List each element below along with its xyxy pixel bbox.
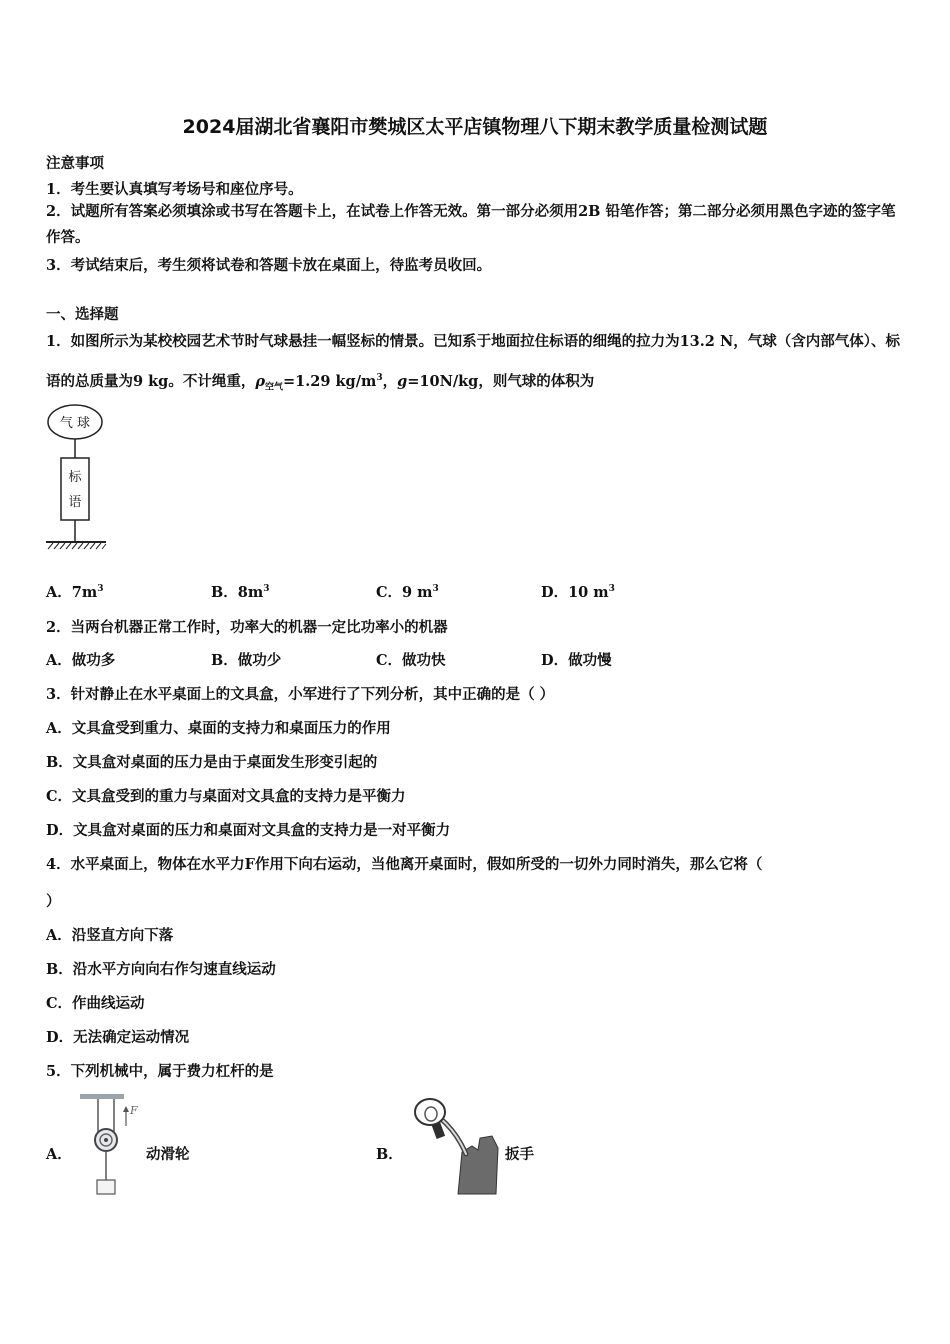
banner-label-1: 标 — [68, 470, 82, 485]
q5-option-b-letter[interactable]: B． — [376, 1146, 403, 1163]
weight-block — [97, 1180, 115, 1194]
question-3-text: 3．针对静止在水平桌面上的文具盒，小军进行了下列分析，其中正确的是（ ） — [46, 686, 555, 703]
page-title: 2024届湖北省襄阳市樊城区太平店镇物理八下期末教学质量检测试题 — [182, 116, 768, 138]
wrench-icon — [406, 1094, 502, 1198]
q3-option-a[interactable]: A．文具盒受到重力、桌面的支持力和桌面压力的作用 — [46, 720, 391, 737]
notice-item: 2．试题所有答案必须填涂或书写在答题卡上，在试卷上作答无效。第一部分必须用2B 铅笔作答；第二部分必须用黑色字迹的签字笔作答。 — [46, 203, 896, 246]
question-4-text: 4．水平桌面上，物体在水平力F作用下向右运动，当他离开桌面时，假如所受的一切外力同时消失，那么它将（ — [46, 856, 763, 873]
q4-option-b[interactable]: B．沿水平方向向右作匀速直线运动 — [46, 961, 276, 978]
q5-option-a-letter[interactable]: A． — [46, 1146, 72, 1163]
q1-option-b[interactable]: B．$8m^3$ — [211, 584, 270, 601]
question-5-text: 5．下列机械中，属于费力杠杆的是 — [46, 1063, 274, 1080]
question-4-text-end: ） — [46, 893, 61, 910]
ceiling-beam — [80, 1094, 124, 1099]
banner-label-2: 语 — [68, 495, 82, 510]
q4-option-a[interactable]: A．沿竖直方向下落 — [46, 927, 174, 944]
q4-option-d[interactable]: D．无法确定运动情况 — [46, 1029, 190, 1046]
q1-option-d[interactable]: D．10 $m^3$ — [541, 584, 615, 601]
question-2-text: 2．当两台机器正常工作时，功率大的机器一定比功率小的机器 — [46, 619, 448, 636]
q2-option-d[interactable]: D．做功慢 — [541, 652, 612, 669]
q2-option-b[interactable]: B．做功少 — [211, 652, 282, 669]
force-label: F — [130, 1104, 138, 1117]
section-heading: 一、选择题 — [46, 306, 119, 323]
balloon-label: 气 球 — [59, 416, 91, 431]
q2-option-a[interactable]: A．做功多 — [46, 652, 116, 669]
q2-option-c[interactable]: C．做功快 — [376, 652, 446, 669]
ground-hatching — [48, 543, 106, 549]
q1-option-c[interactable]: C．9 $m^3$ — [376, 584, 439, 601]
q5-option-b-name[interactable]: 扳手 — [505, 1146, 534, 1163]
balloon-banner-figure — [44, 402, 110, 552]
banner-shape — [61, 458, 89, 520]
notice-item: 3．考试结束后，考生须将试卷和答题卡放在桌面上，待监考员收回。 — [46, 257, 492, 274]
notice-item: 1．考生要认真填写考场号和座位序号。 — [46, 181, 303, 198]
q3-option-c[interactable]: C．文具盒受到的重力与桌面对文具盒的支持力是平衡力 — [46, 788, 406, 805]
q3-option-d[interactable]: D．文具盒对桌面的压力和桌面对文具盒的支持力是一对平衡力 — [46, 822, 451, 839]
q4-option-c[interactable]: C．作曲线运动 — [46, 995, 145, 1012]
q3-option-b[interactable]: B．文具盒对桌面的压力是由于桌面发生形变引起的 — [46, 754, 378, 771]
q1-option-a[interactable]: A．$7m^3$ — [46, 584, 104, 601]
notice-heading: 注意事项 — [46, 155, 104, 172]
question-1-text: 1．如图所示为某校校园艺术节时气球悬挂一幅竖标的情景。已知系于地面拉住标语的细绳的拉力为13.2 N，气球（含内部气体）、标语的总质量为9 kg。不计绳重，$\rho_{空气}=1.29$ $kg/m^3$，g=10N/kg，则气球的体积为 — [46, 333, 900, 393]
q5-option-a-name[interactable]: 动滑轮 — [146, 1146, 190, 1163]
movable-pulley-icon — [76, 1092, 142, 1202]
